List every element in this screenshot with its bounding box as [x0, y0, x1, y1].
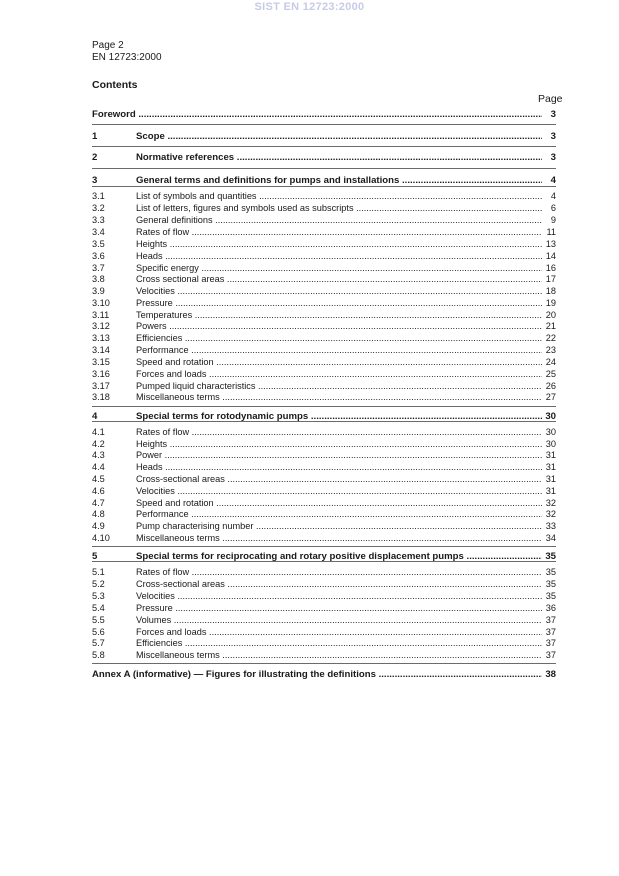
toc-entry-number: 3.8: [92, 274, 105, 284]
toc-entry-number: 5.5: [92, 615, 105, 625]
toc-entry-page: 9: [550, 215, 556, 225]
divider-rule: [92, 546, 556, 547]
toc-entry-title: Pump characterising number .....: [136, 520, 542, 532]
toc-entry-title: Foreword .....: [92, 109, 542, 121]
toc-entry-page: 35: [545, 551, 556, 562]
toc-entry-number: 3.10: [92, 298, 110, 308]
toc-entry-page: 4: [550, 175, 556, 186]
toc-entry-number: 3.11: [92, 310, 110, 320]
toc-entry-number: 3.9: [92, 286, 105, 296]
toc-entry-title: Velocities .....: [136, 590, 542, 602]
toc-entry[interactable]: [92, 391, 556, 404]
toc-entry-number: 2: [92, 152, 98, 163]
toc-entry-title: Efficiencies .....: [136, 637, 542, 649]
toc-entry-page: 37: [545, 627, 556, 637]
toc-entry-page: 21: [545, 321, 556, 331]
toc-entry-page: 30: [545, 439, 556, 449]
toc-entry-title: Powers .....: [136, 320, 542, 332]
toc-entry[interactable]: [92, 411, 556, 424]
toc-entry-title: General terms and definitions for pumps and installations .....: [136, 175, 542, 187]
toc-entry-number: 4.2: [92, 439, 105, 449]
toc-entry-title: Pressure .....: [136, 297, 542, 309]
toc-entry-title: Heights .....: [136, 238, 542, 250]
toc-entry-number: 4.1: [92, 427, 105, 437]
toc-entry-title: Speed and rotation .....: [136, 356, 542, 368]
toc-entry-title: Special terms for rotodynamic pumps .....: [136, 411, 542, 423]
toc-entry-number: 5.4: [92, 603, 105, 613]
page-column-label: Page: [538, 93, 563, 105]
toc-entry[interactable]: [92, 669, 556, 682]
toc-entry-title: Rates of flow .....: [136, 226, 542, 238]
toc-entry-number: 3.16: [92, 369, 110, 379]
toc-entry-page: 33: [545, 521, 556, 531]
toc-entry-number: 4.7: [92, 498, 105, 508]
toc-entry-title: Performance .....: [136, 508, 542, 520]
standard-id: EN 12723:2000: [92, 52, 162, 63]
toc-entry-number: 4.8: [92, 509, 105, 519]
toc-entry-number: 3: [92, 175, 98, 186]
page-number: Page 2: [92, 40, 124, 51]
toc-entry-title: Forces and loads .....: [136, 368, 542, 380]
toc-entry-number: 4: [92, 411, 98, 422]
toc-entry-title: Volumes .....: [136, 614, 542, 626]
toc-entry-title: Scope .....: [136, 131, 542, 143]
divider-rule: [92, 168, 556, 169]
toc-entry-page: 16: [545, 263, 556, 273]
toc-entry-page: 3: [550, 152, 556, 163]
toc-entry-page: 3: [550, 131, 556, 142]
watermark: SIST EN 12723:2000: [254, 1, 365, 13]
toc-entry[interactable]: [92, 532, 556, 545]
toc-entry-title: Velocities .....: [136, 485, 542, 497]
toc-entry[interactable]: [92, 649, 556, 662]
toc-entry-number: 1: [92, 131, 98, 142]
toc-entry-page: 27: [545, 392, 556, 402]
toc-entry-number: 3.13: [92, 333, 110, 343]
toc-entry-title: List of symbols and quantities .....: [136, 190, 542, 202]
toc-entry-page: 18: [545, 286, 556, 296]
toc-entry-page: 6: [550, 203, 556, 213]
toc-entry[interactable]: [92, 175, 556, 188]
toc-entry-page: 14: [545, 251, 556, 261]
toc-entry-title: Normative references .....: [136, 152, 542, 164]
toc-entry-page: 19: [545, 298, 556, 308]
toc-entry-number: 5.2: [92, 579, 105, 589]
toc-entry-number: 3.5: [92, 239, 105, 249]
contents-title: Contents: [92, 79, 138, 91]
toc-entry-page: 31: [545, 462, 556, 472]
toc-entry-number: 3.14: [92, 345, 110, 355]
toc-entry[interactable]: [92, 551, 556, 564]
toc-entry-title: Speed and rotation .....: [136, 497, 542, 509]
toc-entry-page: 30: [545, 411, 556, 422]
toc-entry-title: List of letters, figures and symbols used as subscripts .....: [136, 202, 542, 214]
toc-entry-page: 20: [545, 310, 556, 320]
toc-entry-page: 4: [550, 191, 556, 201]
toc-entry-title: Heads .....: [136, 461, 542, 473]
toc-entry-page: 17: [545, 274, 556, 284]
toc-entry-number: 5.1: [92, 567, 105, 577]
toc-entry-page: 31: [545, 474, 556, 484]
toc-entry-page: 38: [545, 669, 556, 680]
toc-entry-number: 5: [92, 551, 98, 562]
toc-entry-number: 3.18: [92, 392, 110, 402]
toc-entry-page: 11: [546, 227, 556, 237]
toc-entry-title: Rates of flow .....: [136, 426, 542, 438]
toc-entry-number: 3.2: [92, 203, 105, 213]
toc-entry-page: 32: [545, 498, 556, 508]
toc-entry-number: 3.17: [92, 381, 110, 391]
toc-entry-title: Specific energy .....: [136, 262, 542, 274]
toc-entry-title: Miscellaneous terms .....: [136, 649, 542, 661]
toc-entry-page: 35: [545, 579, 556, 589]
toc-entry-page: 37: [545, 638, 556, 648]
toc-entry-number: 4.4: [92, 462, 105, 472]
toc-entry-title: Annex A (informative) — Figures for illustrating the definitions .....: [92, 669, 542, 681]
toc-entry-page: 25: [545, 369, 556, 379]
toc-entry-page: 3: [550, 109, 556, 120]
toc-entry-title: Cross-sectional areas .....: [136, 473, 542, 485]
divider-rule: [92, 146, 556, 147]
toc-entry-title: Cross sectional areas .....: [136, 273, 542, 285]
toc-entry-page: 34: [545, 533, 556, 543]
toc-entry[interactable]: [92, 131, 556, 144]
toc-entry-title: Velocities .....: [136, 285, 542, 297]
toc-entry-page: 31: [545, 486, 556, 496]
toc-entry-title: Heads .....: [136, 250, 542, 262]
toc-entry-number: 3.7: [92, 263, 105, 273]
toc-entry-number: 3.3: [92, 215, 105, 225]
toc-entry-title: Forces and loads .....: [136, 626, 542, 638]
toc-entry-page: 26: [545, 381, 556, 391]
toc-entry-title: General definitions .....: [136, 214, 542, 226]
toc-entry-number: 5.3: [92, 591, 105, 601]
toc-entry-page: 13: [545, 239, 556, 249]
toc-entry-title: Efficiencies .....: [136, 332, 542, 344]
toc-entry-title: Power .....: [136, 449, 542, 461]
divider-rule: [92, 663, 556, 664]
toc-entry-page: 37: [545, 650, 556, 660]
toc-entry-title: Miscellaneous terms .....: [136, 532, 542, 544]
toc-entry-page: 31: [545, 450, 556, 460]
toc-entry-page: 32: [545, 509, 556, 519]
toc-entry-title: Performance .....: [136, 344, 542, 356]
toc-entry-title: Special terms for reciprocating and rotary positive displacement pumps .....: [136, 551, 542, 563]
toc-entry-number: 3.1: [92, 191, 105, 201]
toc-entry-number: 5.8: [92, 650, 105, 660]
toc-entry-title: Pumped liquid characteristics .....: [136, 380, 542, 392]
toc-entry-page: 22: [545, 333, 556, 343]
toc-entry-number: 3.4: [92, 227, 105, 237]
toc-entry-number: 4.5: [92, 474, 105, 484]
toc-entry-page: 23: [545, 345, 556, 355]
toc-entry-title: Rates of flow .....: [136, 566, 542, 578]
toc-entry-number: 4.3: [92, 450, 105, 460]
toc-entry-number: 5.7: [92, 638, 105, 648]
toc-entry-page: 37: [545, 615, 556, 625]
toc-entry-number: 4.9: [92, 521, 105, 531]
toc-entry-number: 4.6: [92, 486, 105, 496]
toc-entry-page: 24: [545, 357, 556, 367]
toc-entry-number: 3.6: [92, 251, 105, 261]
toc-entry-page: 30: [545, 427, 556, 437]
toc-entry-number: 4.10: [92, 533, 110, 543]
toc-entry-number: 3.15: [92, 357, 110, 367]
toc-entry-number: 3.12: [92, 321, 110, 331]
divider-rule: [92, 124, 556, 125]
toc-entry[interactable]: [92, 109, 556, 122]
divider-rule: [92, 406, 556, 407]
toc-entry-title: Pressure .....: [136, 602, 542, 614]
toc-entry-title: Cross-sectional areas .....: [136, 578, 542, 590]
toc-entry-page: 35: [545, 591, 556, 601]
toc-entry-page: 36: [545, 603, 556, 613]
toc-entry-title: Miscellaneous terms .....: [136, 391, 542, 403]
toc-entry-title: Temperatures .....: [136, 309, 542, 321]
toc-entry[interactable]: [92, 152, 556, 165]
toc-entry-number: 5.6: [92, 627, 105, 637]
toc-entry-page: 35: [545, 567, 556, 577]
toc-entry-title: Heights .....: [136, 438, 542, 450]
